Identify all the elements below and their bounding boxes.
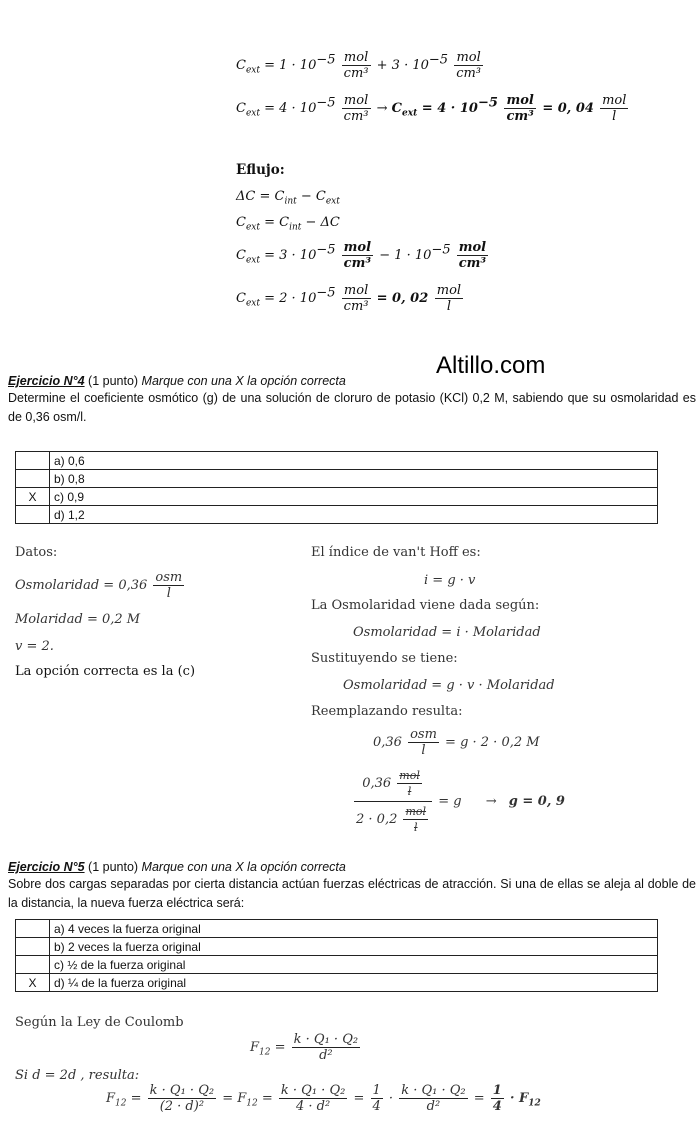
option-text: b) 2 veces la fuerza original [50, 938, 658, 956]
option-text: c) 0,9 [50, 488, 658, 506]
osmolaridad-defined-text: La Osmolaridad viene dada según: [311, 598, 540, 613]
option-text: c) ½ de la fuerza original [50, 956, 658, 974]
exercise-4-points: (1 punto) [84, 374, 142, 388]
substituted-equation: Osmolaridad = g · v · Molaridad [343, 678, 555, 693]
option-text: a) 4 veces la fuerza original [50, 920, 658, 938]
option-mark[interactable] [16, 938, 50, 956]
cext-result-equation: $C_{ext} = 4 \cdot 10^{-5}$ $\frac{\text{mol}}{\text{cm³}}$ → $C_{ext} = 4 \cdot 10^{-5}$ $\frac{\text{mol}}{\text{cm³}}$ = 0, 04 $\frac{\text{mol}}{l}$ [236, 93, 627, 124]
exercise-4-statement: Determine el coeficiente osmótico (g) de una solución de cloruro de potasio (KCl) 0,2 M, sabiendo que su osmolaridad es de 0,36 osm/l. [8, 391, 696, 424]
exercise-4-instruction: Marque con una X la opción correcta [141, 374, 346, 388]
cext-difference-equation: $C_{ext} = 3 \cdot 10^{-5}$ $\frac{\text{mol}}{\text{cm³}}$ − $1 \cdot 10^{-5}$ $\frac{\text{mol}}{\text{cm³}}$ [236, 240, 487, 271]
exercise-5-statement: Sobre dos cargas separadas por cierta distancia actúan fuerzas eléctricas de atracción. Si una de ellas se aleja al doble de la distancia, la nueva fuerza eléctrica será: [8, 877, 696, 910]
molaridad-data: Molaridad = 0,2 M [15, 612, 141, 627]
watermark: Altillo.com [436, 352, 546, 379]
coulomb-text: Según la Ley de Coulomb [15, 1015, 184, 1030]
exercise-5-heading [8, 858, 696, 876]
option-mark[interactable]: X [16, 974, 50, 992]
vanthoff-text: El índice de van't Hoff es: [311, 545, 481, 560]
sustituyendo-text: Sustituyendo se tiene: [311, 651, 458, 666]
osmolaridad-equation: Osmolaridad = i · Molaridad [353, 625, 541, 640]
option-mark[interactable] [16, 470, 50, 488]
final-g-equation: 0,36 $\frac{\text{mol}}{l}$ 2 · 0,2 $\frac{\text{mol}}{l}$ = g → g = 0, 9 [356, 769, 565, 834]
cext-sum-equation: $C_{ext} = 1 \cdot 10^{-5}$ $\frac{\text{mol}}{\text{cm³}}$ + $3 \cdot 10^{-5}$ $\frac{\text{mol}}{\text{cm³}}$ [236, 50, 482, 81]
exercise-4-title: Ejercicio N°4 [8, 374, 85, 388]
option-mark[interactable] [16, 920, 50, 938]
cext-delta-equation: $C_{ext} = C_{int} - \Delta C$ [236, 215, 340, 233]
option-row[interactable] [16, 488, 658, 506]
option-mark[interactable] [16, 452, 50, 470]
option-mark[interactable] [16, 956, 50, 974]
option-text: d) 1,2 [50, 506, 658, 524]
v-data: v = 2. [15, 639, 54, 654]
vanthoff-equation: i = g · v [424, 573, 476, 588]
exercise-4-options-table [15, 451, 658, 524]
option-mark[interactable] [16, 506, 50, 524]
exercise-5-options-table [15, 919, 658, 992]
option-text: d) ¼ de la fuerza original [50, 974, 658, 992]
option-row[interactable] [16, 938, 658, 956]
option-row[interactable] [16, 470, 658, 488]
exercise-5-title: Ejercicio N°5 [8, 860, 85, 874]
replaced-equation: 0,36 $\frac{\text{osm}}{l}$ = g · 2 · 0,2 M [373, 727, 540, 758]
coulomb-result-equation: $F_{12}$ = $\frac{\text{k · Q₁ · Q₂}}{\text{(2 · d)²}}$ = $F_{12}$ = $\frac{\text{k · Q₁ · Q₂}}{\text{4 · d²}}$ = $\frac{1}{4}$ · $\frac{\text{k · Q₁ · Q₂}}{\text{d²}}$ = $\frac{1}{4}$ · $F_{12}$ [106, 1083, 541, 1114]
option-row[interactable] [16, 974, 658, 992]
coulomb-equation: $F_{12}$ = $\frac{\text{k · Q₁ · Q₂}}{\text{d²}}$ [250, 1032, 359, 1063]
exercise-5-instruction: Marque con una X la opción correcta [141, 860, 346, 874]
option-mark[interactable]: X [16, 488, 50, 506]
exercise-4-heading [8, 372, 696, 390]
option-text: a) 0,6 [50, 452, 658, 470]
delta-c-equation: $\Delta C = C_{int} - C_{ext}$ [236, 189, 340, 207]
si-d-text: Si d = 2d , resulta: [15, 1068, 140, 1083]
option-row[interactable] [16, 452, 658, 470]
osmolaridad-data: Osmolaridad = 0,36 $\frac{\text{osm}}{l}$ [15, 570, 183, 601]
cext-final-equation: $C_{ext} = 2 \cdot 10^{-5}$ $\frac{\text{mol}}{\text{cm³}}$ = 0, 02 $\frac{\text{mol}}{l}$ [236, 283, 462, 314]
exercise-5-points: (1 punto) [84, 860, 142, 874]
option-row[interactable] [16, 506, 658, 524]
option-text: b) 0,8 [50, 470, 658, 488]
option-row[interactable] [16, 956, 658, 974]
option-row[interactable] [16, 920, 658, 938]
reemplazando-text: Reemplazando resulta: [311, 704, 463, 719]
datos-title: Datos: [15, 545, 58, 560]
correct-option-text: La opción correcta es la (c) [15, 664, 196, 679]
eflujo-title: Eflujo: [236, 162, 285, 178]
